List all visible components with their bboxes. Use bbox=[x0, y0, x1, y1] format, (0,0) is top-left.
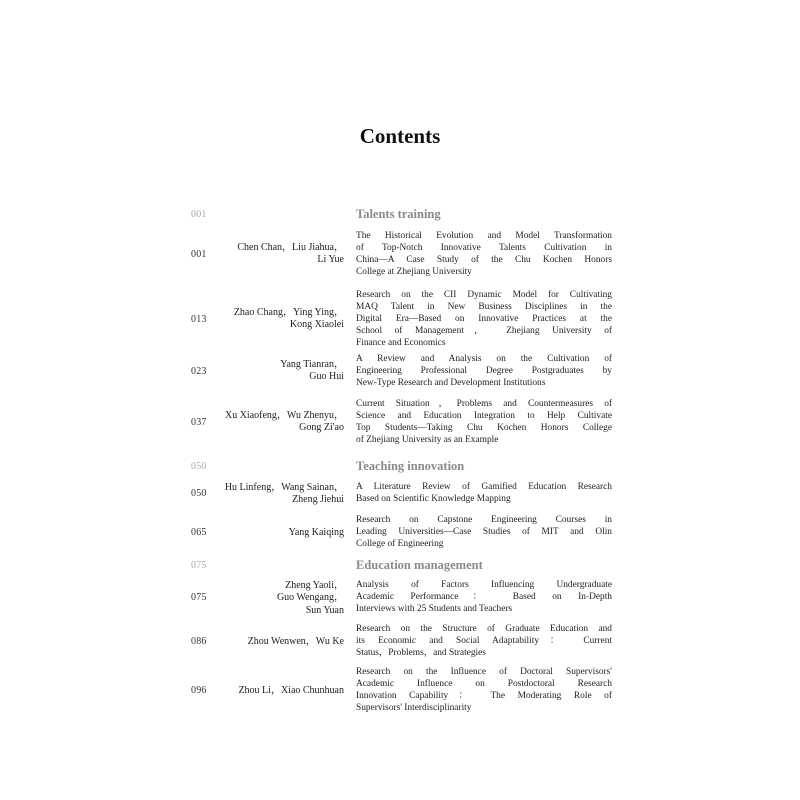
entry-page-number: 023 bbox=[191, 366, 207, 377]
entry-title: Research on Capstone Engineering Courses in Leading Universities—Case Studies of MIT and Olin College of Engineering bbox=[356, 515, 612, 549]
section-page-number: 075 bbox=[191, 560, 207, 571]
entry-authors: Zheng Yaoli， Guo Wengang， Sun Yuan bbox=[276, 580, 344, 616]
entry-authors: Zhou Li，Xiao Chunhuan bbox=[238, 685, 344, 696]
entry-title: Research on the Structure of Graduate Education and its Economic and Social Adaptability： Current Status，Problems，and Strategies bbox=[356, 624, 612, 658]
entry-title: The Historical Evolution and Model Transformation of Top-Notch Innovative Talents Cultivation in China—A Case Study of the Chu Kochen Honors College at Zhejiang University bbox=[356, 231, 612, 277]
page-title: Contents bbox=[359, 124, 441, 148]
entry-page-number: 013 bbox=[191, 314, 207, 325]
section-title: Teaching innovation bbox=[356, 459, 465, 473]
entry-authors: Chen Chan，Liu Jiahua， Li Yue bbox=[237, 242, 344, 266]
section-title: Talents training bbox=[356, 207, 441, 221]
entry-title: Analysis of Factors Influencing Undergraduate Academic Performance： Based on In-Depth Interviews with 25 Students and Teachers bbox=[356, 580, 612, 614]
entry-title: Current Situation，Problems and Countermeasures of Science and Education Integration to Help Cultivate Top Students—Taking Chu Kochen Honors College of Zhejiang University as an Example bbox=[356, 399, 612, 445]
entry-authors: Zhao Chang，Ying Ying， Kong Xiaolei bbox=[233, 307, 344, 331]
entry-authors: Yang Tianran， Guo Hui bbox=[280, 359, 344, 383]
entry-authors: Xu Xiaofeng，Wu Zhenyu， Gong Zi'ao bbox=[224, 410, 344, 434]
entry-title: A Review and Analysis on the Cultivation of Engineering Professional Degree Postgraduates by New-Type Research and Development Institutions bbox=[356, 354, 612, 388]
entry-page-number: 075 bbox=[191, 592, 207, 603]
entry-authors: Yang Kaiqing bbox=[288, 527, 344, 538]
entry-page-number: 096 bbox=[191, 685, 207, 696]
entry-page-number: 037 bbox=[191, 417, 207, 428]
entry-page-number: 001 bbox=[191, 249, 207, 260]
entry-authors: Hu Linfeng，Wang Sainan， Zheng Jiehui bbox=[224, 482, 344, 506]
entry-authors: Zhou Wenwen，Wu Ke bbox=[247, 636, 344, 647]
section-title: Education management bbox=[356, 558, 483, 572]
section-page-number: 001 bbox=[191, 209, 207, 220]
entry-title: Research on the CII Dynamic Model for Cultivating MAQ Talent in New Business Disciplines in the Digital Era—Based on Innovative Practices at the School of Management， Zhejiang University of Finance and Economics bbox=[356, 290, 612, 348]
section-page-number: 050 bbox=[191, 461, 207, 472]
entry-title: Research on the Influence of Doctoral Supervisors' Academic Influence on Postdoctoral Research Innovation Capability： The Moderating Role of Supervisors' Interdisciplinarity bbox=[356, 667, 612, 713]
entry-page-number: 065 bbox=[191, 527, 207, 538]
entry-title: A Literature Review of Gamified Education Research Based on Scientific Knowledge Mapping bbox=[356, 482, 612, 504]
entry-page-number: 050 bbox=[191, 488, 207, 499]
entry-page-number: 086 bbox=[191, 636, 207, 647]
